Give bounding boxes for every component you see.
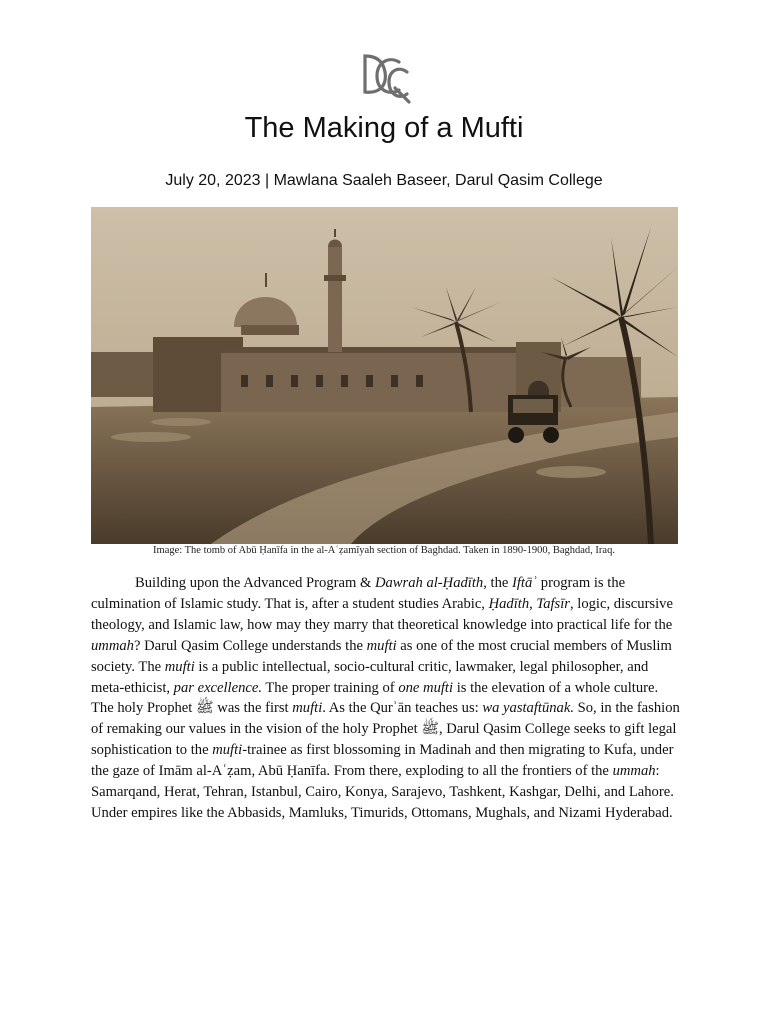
text-run: is a public intellectual, socio-cultural critic, lawmaker, legal philosopher, and meta-ethicist, [91, 658, 649, 696]
italic-term: mufti [292, 700, 323, 717]
italic-term: mufti [164, 658, 195, 675]
italic-term: par excellence. [173, 679, 262, 696]
text-run: The proper training of [262, 679, 399, 696]
italic-term: one mufti [398, 679, 454, 696]
page-title: The Making of a Mufti [244, 112, 524, 144]
text-run: is the elevation of a whole culture. The holy Prophet ﷺ was the first [91, 679, 659, 717]
italic-term: Iftāʾ [512, 575, 538, 591]
italic-term: Ḥadīth, Tafsīr [488, 595, 570, 612]
text-run: , the [483, 575, 512, 591]
text-run: -trainee as first blossoming in Madinah and then migrating to Kufa, under the gaze of Imām al-Aʿẓam, Abū Ḥanīfa. From there, exploding to all the frontiers of the [91, 742, 674, 780]
text-run: : Samarqand, Herat, Tehran, Istanbul, Cairo, Konya, Sarajevo, Tashkent, Kashgar, Delhi, and Lahore. Under empires like the Abbasids, Mamluks, Timurids, Ottomans, Mughals, and Nizami Hyderabad. [91, 763, 674, 821]
article-paragraph [91, 573, 681, 824]
text-run: So, in the fashion of remaking our values in the vision of the holy Prophet ﷺ, Darul Qasim College seeks to gift legal sophistication to the [91, 700, 680, 759]
italic-term: ummah [612, 763, 656, 780]
dqc-monogram-logo [351, 48, 415, 106]
text-run: as one of the most crucial members of Muslim society. The [91, 637, 672, 675]
italic-term: wa yastaftūnak. [482, 700, 574, 717]
text-run: program is the culmination of Islamic study. That is, after a student studies Arabic, [91, 575, 626, 612]
text-run: ? Darul Qasim College understands the [133, 637, 367, 654]
text-run: . As the Qurʾān teaches us: [322, 700, 483, 717]
article-body [91, 573, 681, 824]
italic-term: Dawrah al-Ḥadīth [374, 575, 484, 591]
historic-photo [91, 207, 678, 544]
text-run: , logic, discursive theology, and Islamic law, how may they marry that theoretical knowledge into practical life for the [91, 595, 673, 633]
italic-term: ummah [91, 637, 134, 654]
byline: July 20, 2023 | Mawlana Saaleh Baseer, Darul Qasim College [165, 172, 603, 189]
photo-caption: Image: The tomb of Abū Ḥanīfa in the al-Aʿẓamīyah section of Baghdad. Taken in 1890-1900, Baghdad, Iraq. [153, 545, 615, 556]
italic-term: mufti [212, 742, 243, 759]
italic-term: mufti [366, 637, 397, 654]
text-run: Building upon the Advanced Program & [135, 575, 375, 591]
